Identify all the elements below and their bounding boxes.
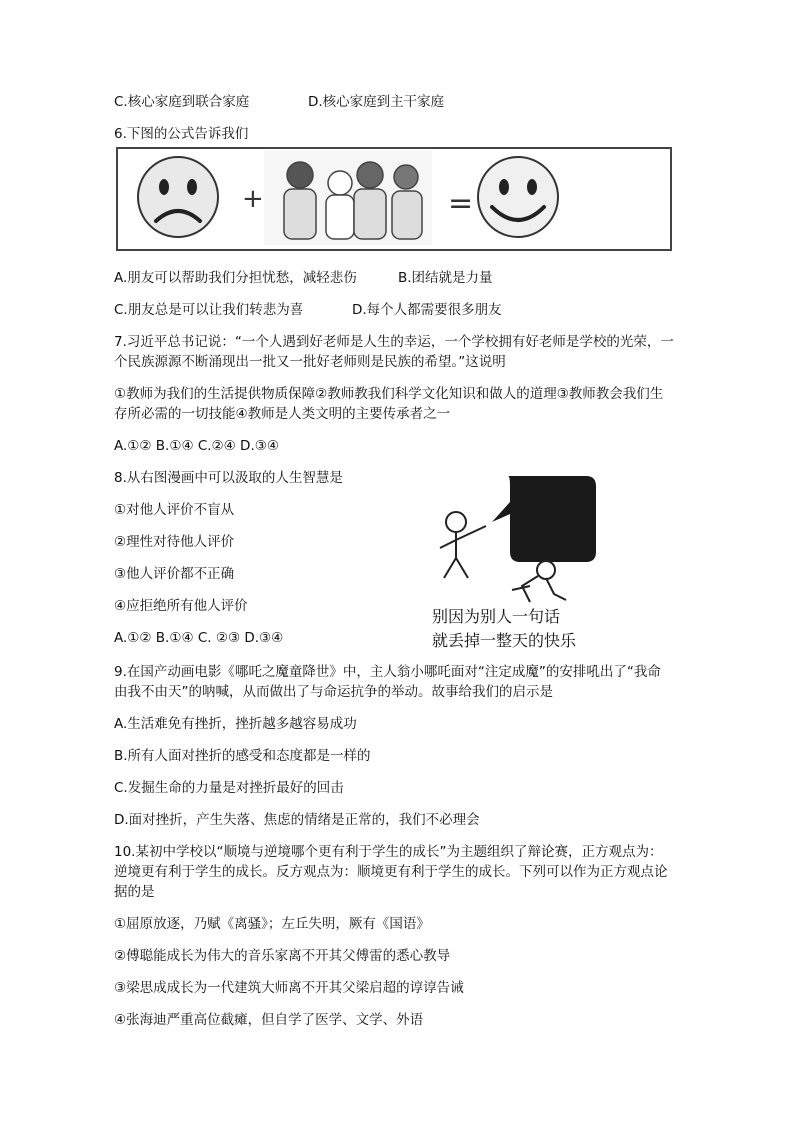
q10-statement-2: ②傅聪能成长为伟大的音乐家离不开其父傅雷的悉心教导 [114, 948, 451, 964]
q10-statement-1: ①屈原放逐，乃赋《离骚》；左丘失明，厥有《国语》 [114, 916, 430, 932]
formula-illustration [118, 149, 670, 249]
q8-statement-4: ④应拒绝所有他人评价 [114, 598, 248, 614]
burdened-person-icon [512, 561, 566, 602]
q6-formula-figure [116, 147, 672, 251]
q7-statements: ①教师为我们的生活提供物质保障②教师教我们科学文化知识和做人的道理③教师教会我们生存所必需的一切技能④教师是人类文明的主要传承者之一 [114, 386, 664, 422]
q6-stem: 6.下图的公式告诉我们 [114, 126, 249, 142]
q7-options: A.①② B.①④ C.②④ D.③④ [114, 438, 279, 454]
sad-face-icon [138, 157, 218, 237]
q6-option-a: A.朋友可以帮助我们分担忧愁，减轻悲伤 [114, 270, 357, 286]
q8-statement-3: ③他人评价都不正确 [114, 566, 235, 582]
speech-bubble-icon [492, 476, 596, 562]
cartoon-caption-line-1: 别因为别人一句话 [432, 607, 561, 626]
q5-option-d: D.核心家庭到主干家庭 [308, 94, 445, 110]
q5-option-c: C.核心家庭到联合家庭 [114, 94, 250, 110]
q10-statement-3: ③梁思成成长为一代建筑大师离不开其父梁启超的谆谆告诫 [114, 980, 464, 996]
cartoon-illustration [426, 474, 606, 654]
plus-sign: + [242, 184, 264, 214]
q7-stem: 7.习近平总书记说：“一个人遇到好老师是人生的幸运，一个学校拥有好老师是学校的光荣，一个民族源源不断涌现出一批又一批好老师则是民族的希望。”这说明 [114, 334, 674, 370]
q9-option-a: A.生活难免有挫折，挫折越多越容易成功 [114, 716, 357, 732]
q6-option-b: B.团结就是力量 [398, 270, 493, 286]
q10-statement-4: ④张海迪严重高位截瘫，但自学了医学、文学、外语 [114, 1012, 424, 1028]
equals-sign: = [448, 186, 474, 221]
q9-option-c: C.发掘生命的力量是对挫折最好的回击 [114, 780, 344, 796]
q8-statement-1: ①对他人评价不盲从 [114, 502, 235, 518]
q8-options: A.①② B.①④ C. ②③ D.③④ [114, 630, 284, 646]
q10-stem: 10.某初中学校以“顺境与逆境哪个更有利于学生的成长”为主题组织了辩论赛，正方观点为：逆境更有利于学生的成长。反方观点为：顺境更有利于学生的成长。下列可以作为正方观点论据的是 [114, 844, 668, 900]
q8-statement-2: ②理性对待他人评价 [114, 534, 235, 550]
q6-option-c: C.朋友总是可以让我们转悲为喜 [114, 302, 304, 318]
q9-option-b: B.所有人面对挫折的感受和态度都是一样的 [114, 748, 371, 764]
cartoon-caption-line-2: 就丢掉一整天的快乐 [432, 631, 577, 650]
happy-face-icon [478, 157, 558, 237]
pointing-person-icon [440, 512, 486, 578]
q9-option-d: D.面对挫折，产生失落、焦虑的情绪是正常的，我们不必理会 [114, 812, 480, 828]
q8-cartoon [426, 474, 606, 654]
q9-stem: 9.在国产动画电影《哪吒之魔童降世》中，主人翁小哪吒面对“注定成魔”的安排吼出了“我命由我不由天”的呐喊，从而做出了与命运抗争的举动。故事给我们的启示是 [114, 664, 661, 700]
q6-option-d: D.每个人都需要很多朋友 [352, 302, 502, 318]
friends-group-illustration [264, 151, 432, 245]
q8-stem: 8.从右图漫画中可以汲取的人生智慧是 [114, 470, 343, 486]
